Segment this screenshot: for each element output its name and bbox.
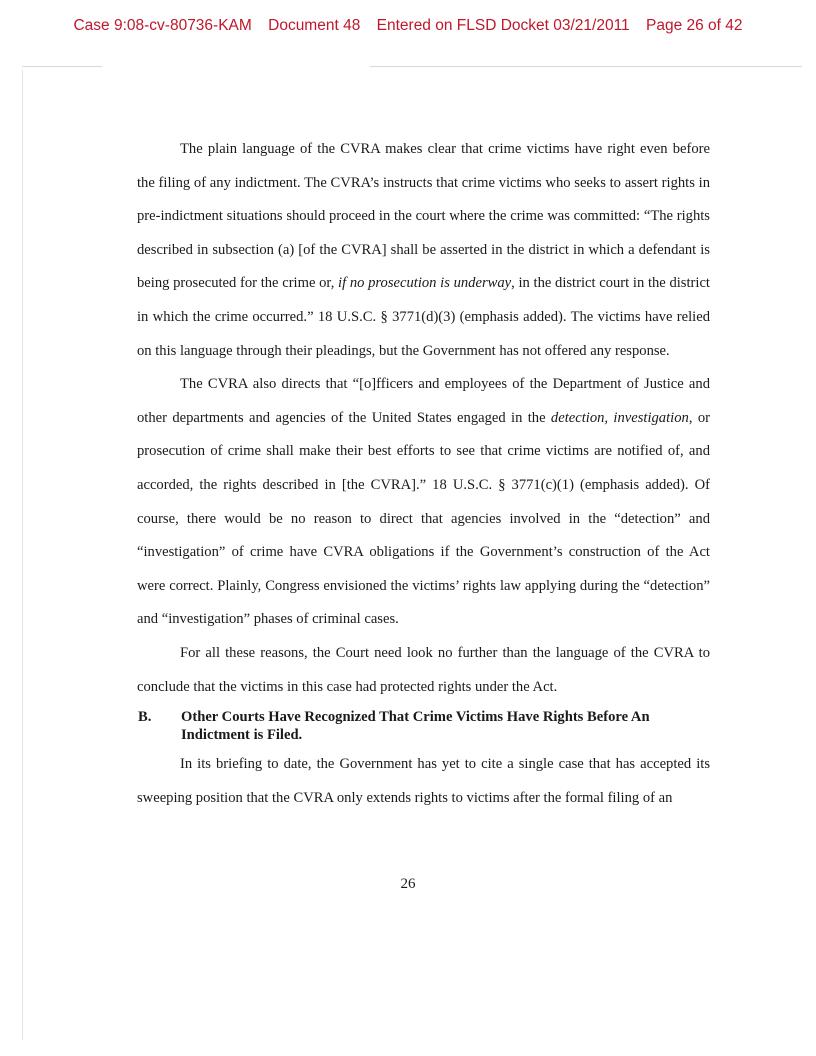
scan-left-edge [22,70,23,1040]
section-letter: B. [138,709,152,726]
case-number: Case 9:08-cv-80736-KAM [73,17,252,34]
docket-entry: Entered on FLSD Docket 03/21/2011 [376,17,630,34]
section-heading [137,708,710,744]
paragraph: For all these reasons, the Court need look no further than the language of the CVRA to conclude that the victims in this case had protected rights under the Act. [137,644,710,695]
paragraph: In its briefing to date, the Government has yet to cite a single case that has accepted its sweeping position that the CVRA only extends rights to victims after the formal filing of an [137,756,710,806]
paragraph: The plain language of the CVRA makes clear that crime victims have right even before the filing of any indictment. The CVRA’s instructs that crime victims who seeks to assert rights in pre-indictment situations should proceed in the court where the crime was committed: “The rights described in subsection (a) [of the CVRA] shall be asserted in the district in which a defendant is being prosecuted for the crime or, if no prosecution is underway, in the district court in the district in which the crime occurred.” 18 U.S.C. § 3771(d)(3) (emphasis added). The victims have relied on this language through their pleadings, but the Government has not offered any response. [137,141,710,359]
document-number: Document 48 [268,17,361,34]
emphasis: if no prosecution is underway [338,275,512,292]
scan-artifact-line [370,66,802,67]
docket-header [0,17,816,35]
document-body [137,133,710,815]
page-of: Page 26 of 42 [646,17,743,34]
paragraph: The CVRA also directs that “[o]fficers and employees of the Department of Justice and other departments and agencies of the United States engaged in the detection, investigation, or prosecution of crime shall make their best efforts to see that crime victims are notified of, and accorded, the rights described in [the CVRA].” 18 U.S.C. § 3771(c)(1) (emphasis added). Of course, there would be no reason to direct that agencies involved in the “detection” and “investigation” of crime have CVRA obligations if the Government’s construction of the Act were correct. Plainly, Congress envisioned the victims’ rights law applying during the “detection” and “investigation” phases of criminal cases. [137,376,710,628]
section-title: Other Courts Have Recognized That Crime Victims Have Rights Before An Indictment is Filed. [181,709,650,744]
emphasis: detection, investigation [550,409,689,426]
scan-artifact-line [22,66,102,67]
page-number: 26 [400,876,416,892]
